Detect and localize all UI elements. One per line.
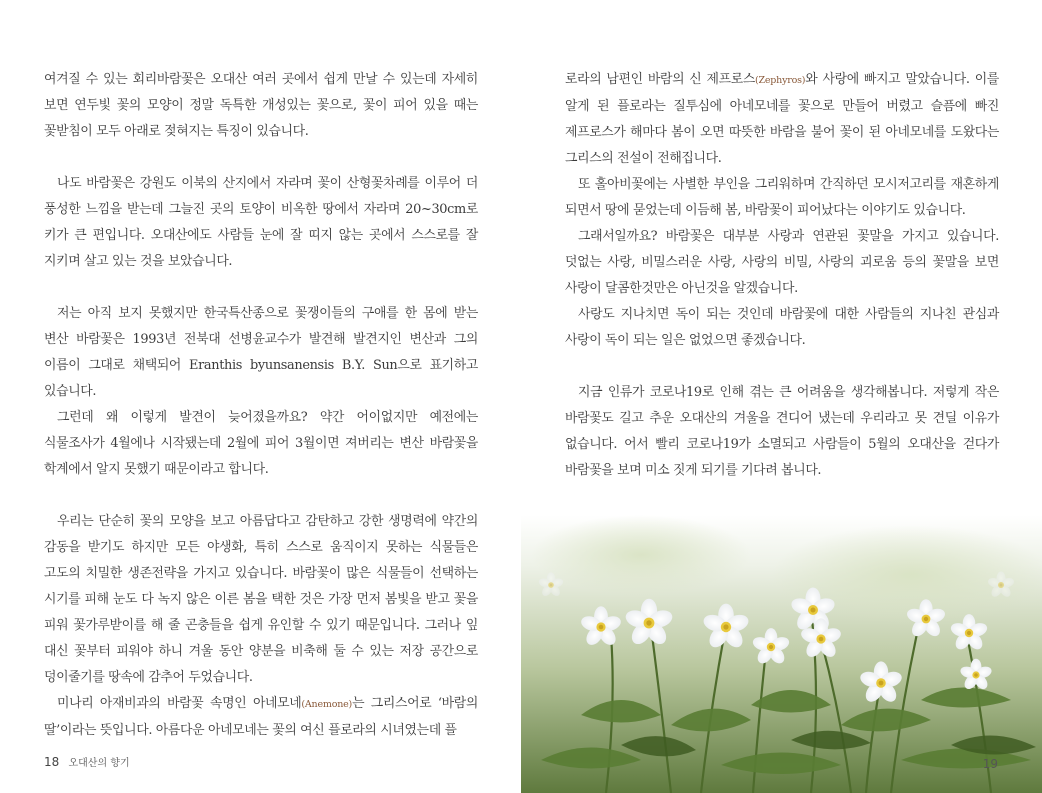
paragraph-gap bbox=[44, 275, 478, 301]
flower-illustration bbox=[521, 515, 1042, 793]
left-text-column bbox=[44, 67, 478, 744]
page-number-left: 18 bbox=[44, 755, 60, 769]
book-title: 오대산의 향기 bbox=[68, 758, 130, 769]
text-segment: 저는 아직 보지 못했지만 한국특산종으로 꽃쟁이들의 구애를 한 몸에 받는 변산 바람꽃은 1993년 전북대 선병윤교수가 발견해 발견지인 변산과 그의 이름이 그대로 채택되어 Eranthis byunsanensis B.Y. Sun으로 표기하고 있습니다. bbox=[44, 306, 478, 399]
left-footer bbox=[44, 754, 130, 769]
paragraph-gap bbox=[44, 145, 478, 171]
text-segment: 지금 인류가 코로나19로 인해 겪는 큰 어려움을 생각해봅니다. 저렇게 작은 바람꽃도 길고 추운 오대산의 겨울을 견디어 냈는데 우리라고 못 견딜 이유가 없습니다. 어서 빨리 코로나19가 소멸되고 사람들이 5월의 오대산을 걷다가 바람꽃을 보며 미소 짓게 되기를 기다려 봅니다. bbox=[565, 385, 999, 478]
paragraph-l2 bbox=[44, 171, 478, 275]
latin-name-annotation: (Zephyros) bbox=[754, 75, 806, 86]
paragraph-r5 bbox=[565, 380, 999, 484]
paragraph-l4 bbox=[44, 405, 478, 483]
text-segment: 그래서일까요? 바람꽃은 대부분 사랑과 연관된 꽃말을 가지고 있습니다. 덧없는 사랑, 비밀스러운 사랑, 사랑의 비밀, 사랑의 괴로움 등의 꽃말을 보면 사랑이 달콤한것만은 아닌것을 알겠습니다. bbox=[565, 229, 999, 296]
paragraph-l1 bbox=[44, 67, 478, 145]
text-segment: 미나리 아재비과의 바람꽃 속명인 아네모네 bbox=[57, 696, 302, 711]
text-segment: 사랑도 지나치면 독이 되는 것인데 바람꽃에 대한 사람들의 지나친 관심과 사랑이 독이 되는 일은 없었으면 좋겠습니다. bbox=[565, 307, 999, 348]
paragraph-l3 bbox=[44, 301, 478, 405]
text-segment: 그런데 왜 이렇게 발견이 늦어졌을까요? 약간 어이없지만 예전에는 식물조사가 4월에나 시작됐는데 2월에 피어 3월이면 져버리는 변산 바람꽃을 학계에서 알지 못했기 때문이라고 합니다. bbox=[44, 410, 478, 477]
text-segment: 여겨질 수 있는 회리바람꽃은 오대산 여러 곳에서 쉽게 만날 수 있는데 자세히 보면 연두빛 꽃의 모양이 정말 독특한 개성있는 꽃으로, 꽃이 피어 있을 때는 꽃받침이 모두 아래로 젖혀지는 특징이 있습니다. bbox=[44, 72, 478, 139]
text-segment: 로라의 남편인 바람의 신 제프로스 bbox=[565, 72, 755, 87]
paragraph-gap bbox=[565, 354, 999, 380]
paragraph-gap bbox=[44, 483, 478, 509]
paragraph-l5 bbox=[44, 509, 478, 691]
paragraph-r4 bbox=[565, 302, 999, 354]
paragraph-l6 bbox=[44, 691, 478, 744]
text-segment: 우리는 단순히 꽃의 모양을 보고 아름답다고 감탄하고 강한 생명력에 약간의 감동을 받기도 하지만 모든 야생화, 특히 스스로 움직이지 못하는 식물들은 고도의 치밀한 생존전략을 가지고 있습니다. 바람꽃이 많은 식물들이 선택하는 시기를 피해 눈도 다 녹지 않은 이른 봄을 택한 것은 가장 먼저 봄빛을 받고 꽃을 피워 꽃가루받이를 해 줄 곤충들을 쉽게 유인할 수 있기 때문입니다. 그러나 잎 대신 꽃부터 피워야 하니 겨울 동안 양분을 비축해 둘 수 있는 저장 공간으로 덩이줄기를 땅속에 감추어 두었습니다. bbox=[44, 514, 478, 685]
page-number-right: 19 bbox=[982, 757, 998, 771]
text-segment: 나도 바람꽃은 강원도 이북의 산지에서 자라며 꽃이 산형꽃차례를 이루어 더 풍성한 느낌을 받는데 그늘진 곳의 토양이 비옥한 땅에서 자라며 20~30cm로 키가 큰 편입니다. 오대산에도 사람들 눈에 잘 띠지 않는 곳에서 스스로를 잘 지키며 살고 있는 것을 보았습니다. bbox=[44, 176, 478, 269]
paragraph-r2 bbox=[565, 172, 999, 224]
right-text-column bbox=[565, 67, 999, 540]
text-segment: 는 그리스어로 ‘바람의 딸’이라는 뜻입니다. 아름다운 아네모네는 꽃의 여신 플로라의 시녀였는데 플 bbox=[44, 696, 478, 738]
text-segment: 또 홀아비꽃에는 사별한 부인을 그리워하며 간직하던 모시저고리를 재혼하게 되면서 땅에 묻었는데 이듬해 봄, 바람꽃이 피어났다는 이야기도 있습니다. bbox=[565, 177, 999, 218]
paragraph-r3 bbox=[565, 224, 999, 302]
paragraph-gap bbox=[565, 484, 999, 510]
anemone-flower-photo bbox=[521, 515, 1042, 793]
right-page bbox=[521, 0, 1042, 793]
paragraph-r1 bbox=[565, 67, 999, 172]
latin-name-annotation: (Anemone) bbox=[301, 699, 353, 710]
text-segment: 와 사랑에 빠지고 말았습니다. 이를 알게 된 플로라는 질투심에 아네모네를 꽃으로 만들어 버렸고 슬픔에 빠진 제프로스가 해마다 봄이 오면 따뜻한 바람을 불어 꽃이 된 아네모네를 도왔다는 그리스의 전설이 전해집니다. bbox=[565, 72, 999, 166]
